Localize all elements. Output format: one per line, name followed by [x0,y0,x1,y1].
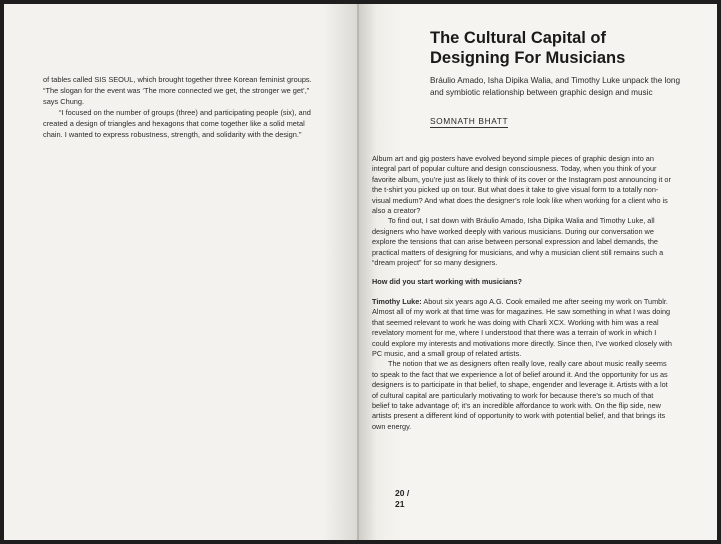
left-page [4,4,359,540]
interview-question: How did you start working with musicians? [372,277,523,287]
page-numbers [395,488,409,509]
left-paragraph-2: “I focused on the number of groups (three) and participating people (six), and created a design of triangles and hexagons that come together like a solid metal chain. I wanted to express robustness, strength, and solidarity with the design.” [43,107,311,139]
article-author: SOMNATH BHATT [430,116,509,126]
answer-speaker: Timothy Luke: [372,296,422,306]
article-subtitle: Bráulio Amado, Isha Dipika Walia, and Timothy Luke unpack the long and symbiotic relationship between graphic design and music [430,76,681,97]
page-number-left: 20 / [395,488,410,498]
intro-paragraph-1: Album art and gig posters have evolved beyond simple pieces of graphic design into an integral part of popular culture and design consciousness. Today, when you think of your favorite album, you’re just as likely to think of its cover or the Instagram post announcing it or the t-shirt you picked up on tour. But what does it take to give visual form to a totally non-visual medium? And what does the designer’s role look like when working for a client who is also a creator? [372,154,671,216]
article-title: The Cultural Capital of Designing For Musicians [430,29,626,67]
answer-text-1: About six years ago A.G. Cook emailed me after seeing my work on Tumblr. Almost all of my work at that time was for magazines. He saw something in what I was doing that seemed relevant to work he was doing with Charli XCX. Working with him was a real revelatory moment for me, where I understood that there was a terrain of work in which I could explore my interests and motivations more directly. Since then, I’ve worked closely with PC music, and a small group of related artists. [372,296,672,358]
answer-paragraph-1 [372,297,672,359]
intro-paragraph-2: To find out, I sat down with Bráulio Amado, Isha Dipika Walia and Timothy Luke, all designers who have worked deeply with various musicians. During our conversation we explore the tensions that can arise between personal expression and label demands, the practical matters of designing for musicians, and why a musician client still remains such a “dream project” for so many designers. [372,216,664,268]
article-body [372,154,672,432]
left-page-text [43,75,323,140]
page-number-right: 21 [395,498,405,509]
answer-paragraph-2: The notion that we as designers often really love, really care about music really seems to speak to the fact that we experience a lot of belief around it. And the opportunity for us as designers is to participate in that belief, to shape, engender and leverage it. Artists with a lot of cultural capital are particularly motivating to work for because there’s so much of that belief to take advantage of; it’s an incredible affordance to work with. On the flip side, new artists present a different kind of opportunity to work with potential belief, and that brings its own energy. [372,359,668,431]
left-paragraph-1: of tables called SIS SEOUL, which brought together three Korean feminist groups. “The slogan for the event was ‘The more connected we get, the stronger we get’,” says Chung. [43,75,312,106]
